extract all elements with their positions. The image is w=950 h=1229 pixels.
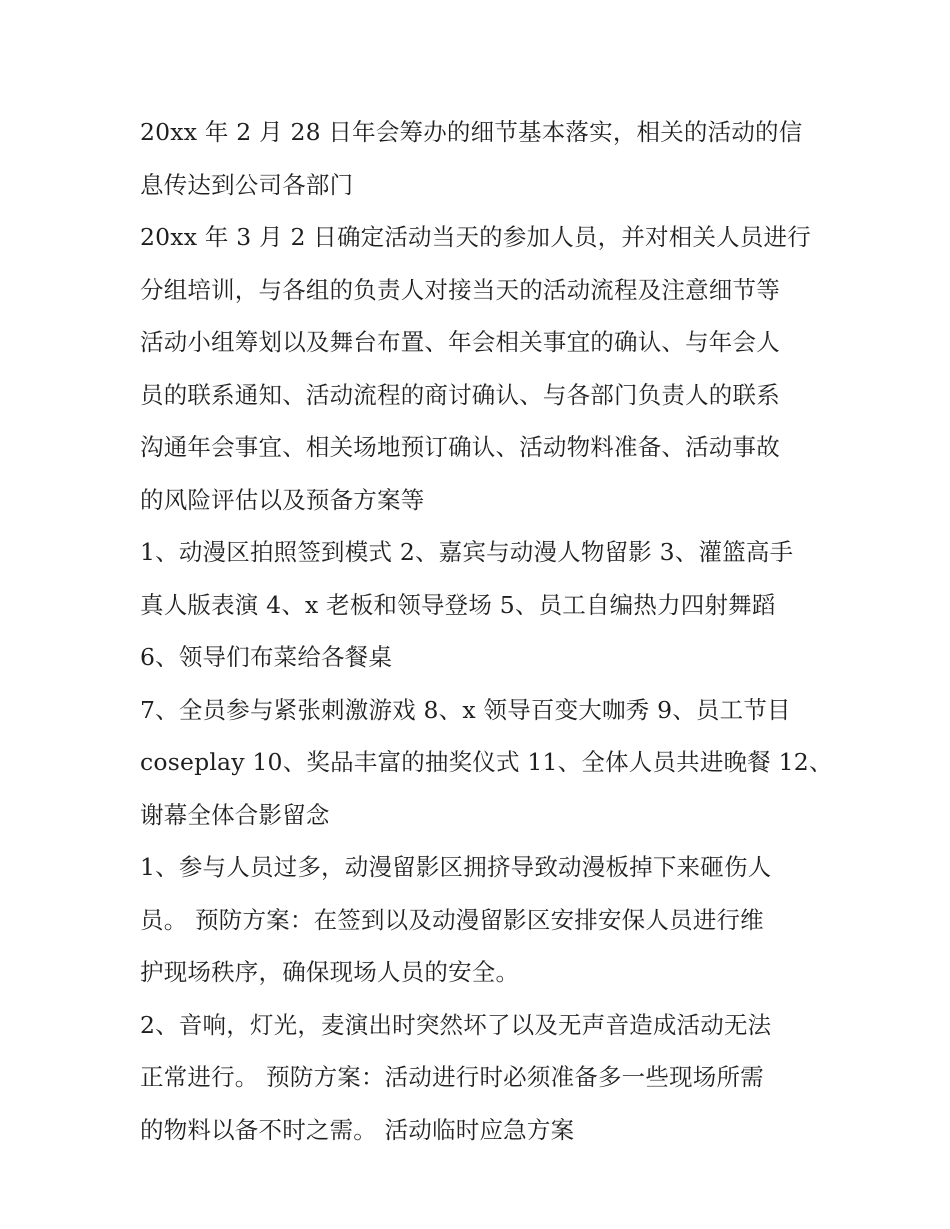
text-line-19: 正常进行。 预防方案：活动进行时必须准备多一些现场所需 (140, 1063, 764, 1091)
text-line-4: 分组培训，与各组的负责人对接当天的活动流程及注意细节等 (140, 275, 780, 304)
text-line-7: 沟通年会事宜、相关场地预订确认、活动物料准备、活动事故 (140, 433, 780, 461)
text-line-13: coseplay 10、奖品丰富的抽奖仪式 11、全体人员共进晚餐 12、 (140, 748, 833, 776)
text-line-16: 员。 预防方案：在签到以及动漫留影区安排安保人员进行维 (140, 905, 764, 934)
text-line-12: 7、全员参与紧张刺激游戏 8、x 领导百变大咖秀 9、员工节目 (140, 695, 791, 724)
text-line-6: 员的联系通知、活动流程的商讨确认、与各部门负责人的联系 (140, 380, 780, 409)
text-line-15: 1、参与人员过多，动漫留影区拥挤导致动漫板掉下来砸伤人 (140, 853, 772, 881)
document-body (140, 106, 833, 1156)
text-line-1: 20xx 年 2 月 28 日年会筹办的细节基本落实，相关的活动的信 (140, 118, 803, 146)
text-line-11: 6、领导们布菜给各餐桌 (140, 643, 393, 671)
text-line-9: 1、动漫区拍照签到模式 2、嘉宾与动漫人物留影 3、灌篮高手 (140, 538, 794, 566)
text-line-8: 的风险评估以及预备方案等 (140, 485, 425, 514)
text-line-18: 2、音响，灯光，麦演出时突然坏了以及无声音造成活动无法 (140, 1010, 772, 1039)
text-line-10: 真人版表演 4、x 老板和领导登场 5、员工自编热力四射舞蹈 (140, 590, 776, 619)
text-line-14: 谢幕全体合影留念 (140, 800, 330, 829)
text-line-2: 息传达到公司各部门 (140, 170, 354, 199)
text-line-3: 20xx 年 3 月 2 日确定活动当天的参加人员，并对相关人员进行 (140, 223, 811, 251)
text-line-17: 护现场秩序，确保现场人员的安全。 (140, 958, 520, 986)
text-line-20: 的物料以备不时之需。 活动临时应急方案 (140, 1115, 575, 1144)
text-line-5: 活动小组筹划以及舞台布置、年会相关事宜的确认、与年会人 (140, 328, 780, 356)
